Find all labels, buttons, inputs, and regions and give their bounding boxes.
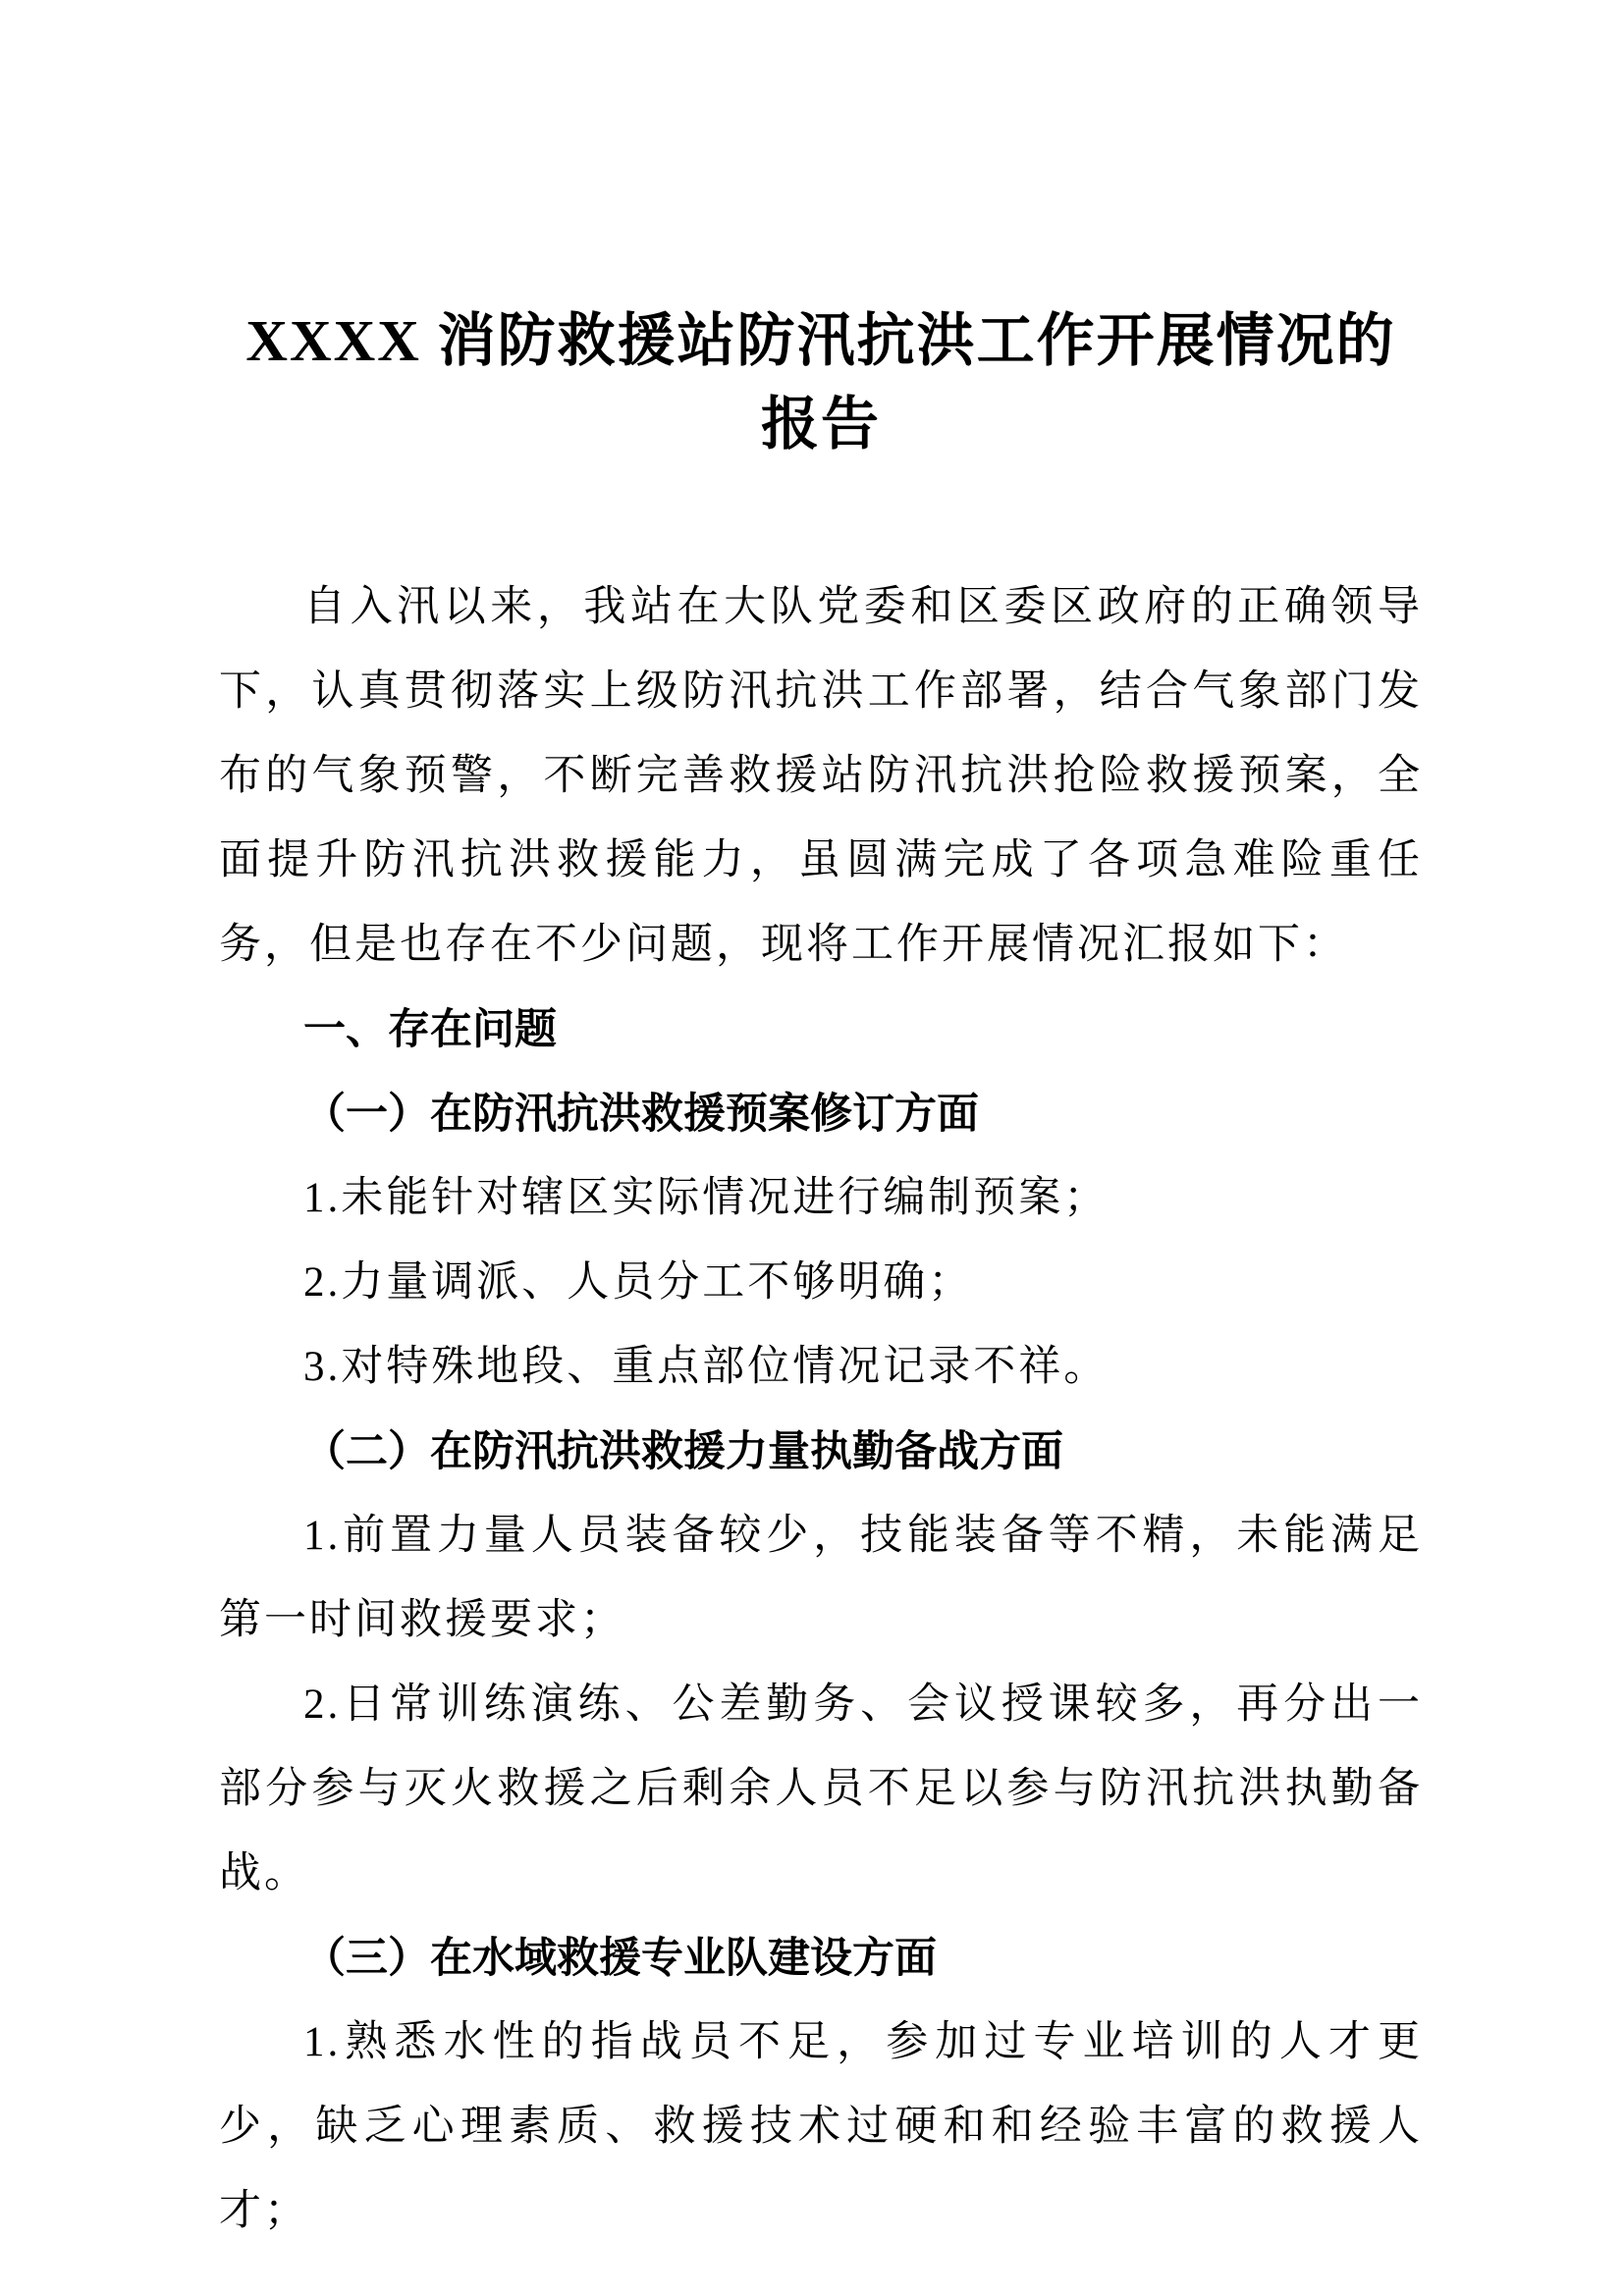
section-heading-existing-problems: 一、存在问题 — [303, 1006, 557, 1053]
subsection-heading-duty-readiness: （二）在防汛抗洪救援力量执勤备战方面 — [303, 1428, 1063, 1475]
plan-revision-item-1: 1.未能针对辖区实际情况进行编制预案； — [303, 1175, 1110, 1221]
plan-revision-item-2: 2.力量调派、人员分工不够明确； — [303, 1259, 974, 1306]
plan-revision-item-3: 3.对特殊地段、重点部位情况记录不祥。 — [303, 1344, 1110, 1390]
document-body — [219, 565, 1423, 2254]
subsection-heading-plan-revision: （一）在防汛抗洪救援预案修订方面 — [303, 1091, 979, 1138]
duty-readiness-item-2: 2.日常训练演练、公差勤务、会议授课较多，再分出一部分参与灭火救援之后剩余人员不足以参与防汛抗洪执勤备战。 — [219, 1682, 1423, 1896]
water-rescue-team-item-1: 1.熟悉水性的指战员不足，参加过专业培训的人才更少，缺乏心理素质、救援技术过硬和和经验丰富的救援人才； — [219, 2019, 1423, 2234]
document-title: XXXX 消防救援站防汛抗洪工作开展情况的报告 — [245, 308, 1396, 456]
subsection-heading-water-rescue-team: （三）在水域救援专业队建设方面 — [303, 1935, 937, 1982]
intro-paragraph: 自入汛以来，我站在大队党委和区委区政府的正确领导下，认真贯彻落实上级防汛抗洪工作部署，结合气象部门发布的气象预警，不断完善救援站防汛抗洪抢险救援预案，全面提升防汛抗洪救援能力，虽圆满完成了各项急难险重任务，但是也存在不少问题，现将工作开展情况汇报如下： — [219, 584, 1423, 968]
duty-readiness-item-1: 1.前置力量人员装备较少，技能装备等不精，未能满足第一时间救援要求； — [219, 1513, 1423, 1643]
